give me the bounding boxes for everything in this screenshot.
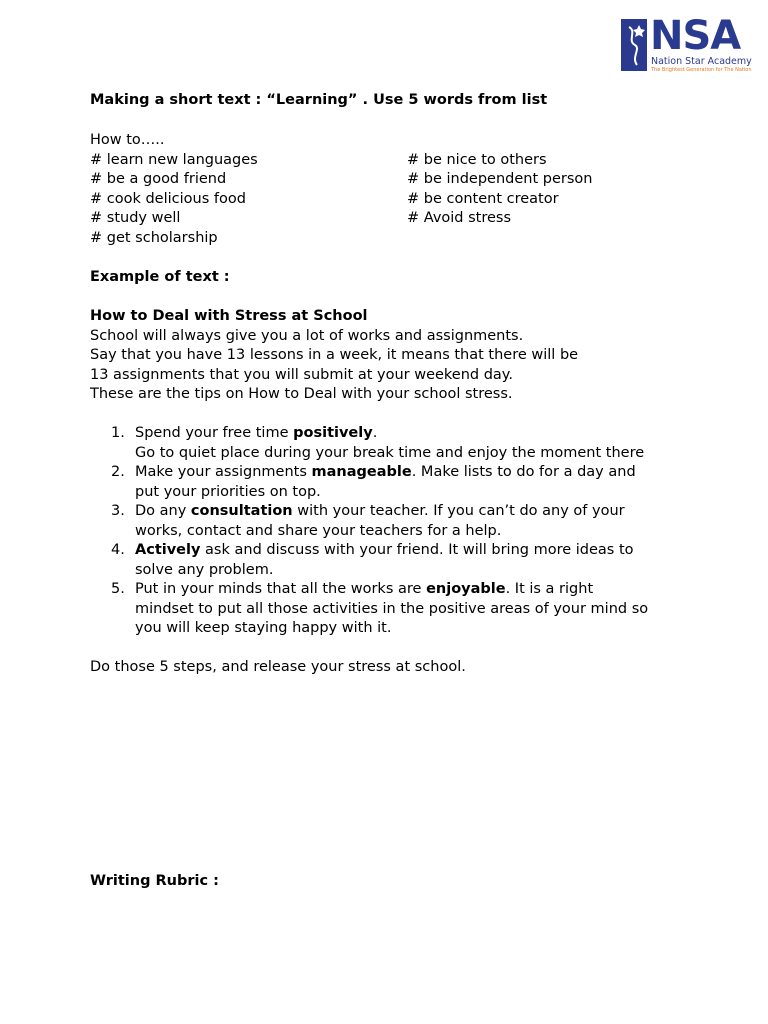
list-item: # cook delicious food <box>90 191 246 207</box>
intro-line: Say that you have 13 lessons in a week, it means that there will be <box>90 347 579 363</box>
list-item: # get scholarship <box>90 230 218 246</box>
step-text-cont: put your priorities on top. <box>135 484 321 500</box>
step-number: 2. <box>111 464 125 480</box>
list-item: # be content creator <box>407 191 559 207</box>
nsa-logo <box>621 13 752 74</box>
list-item: # Avoid stress <box>407 210 512 226</box>
step-text: Make your assignments manageable. Make lists to do for a day and <box>135 464 636 480</box>
step-text-cont: mindset to put all those activities in the positive areas of your mind so <box>135 601 649 617</box>
step-number: 1. <box>111 425 125 441</box>
howto-label: How to….. <box>90 132 165 148</box>
step-number: 3. <box>111 503 125 519</box>
list-item: # be a good friend <box>90 171 227 187</box>
intro-line: School will always give you a lot of works and assignments. <box>90 328 524 344</box>
list-item: # learn new languages <box>90 152 258 168</box>
step-text: Do any consultation with your teacher. If you can’t do any of your <box>135 503 625 519</box>
rubric-label: Writing Rubric : <box>90 873 219 889</box>
step-text-cont: Go to quiet place during your break time and enjoy the moment there <box>135 445 645 461</box>
step-text-cont: works, contact and share your teachers for a help. <box>135 523 502 539</box>
logo-name: Nation Star Academy <box>651 56 752 67</box>
intro-line: 13 assignments that you will submit at your weekend day. <box>90 367 513 383</box>
example-heading: How to Deal with Stress at School <box>90 308 368 324</box>
list-item: # be independent person <box>407 171 593 187</box>
intro-line: These are the tips on How to Deal with your school stress. <box>90 386 513 402</box>
logo-tagline: The Brightest Generation for The Nation <box>651 67 752 73</box>
closing-text: Do those 5 steps, and release your stress at school. <box>90 659 466 675</box>
step-number: 4. <box>111 542 125 558</box>
list-item: # be nice to others <box>407 152 547 168</box>
task-title: Making a short text : “Learning” . Use 5 words from list <box>90 92 548 108</box>
step-text-cont: you will keep staying happy with it. <box>135 620 392 636</box>
example-label: Example of text : <box>90 269 230 285</box>
logo-brand: NSA <box>650 13 741 59</box>
step-text: Put in your minds that all the works are enjoyable. It is a right <box>135 581 594 597</box>
logo-emblem-icon <box>621 19 647 71</box>
step-text-cont: solve any problem. <box>135 562 274 578</box>
step-text: Actively ask and discuss with your friend. It will bring more ideas to <box>135 542 634 558</box>
step-text: Spend your free time positively. <box>135 425 378 441</box>
step-number: 5. <box>111 581 125 597</box>
list-item: # study well <box>90 210 181 226</box>
